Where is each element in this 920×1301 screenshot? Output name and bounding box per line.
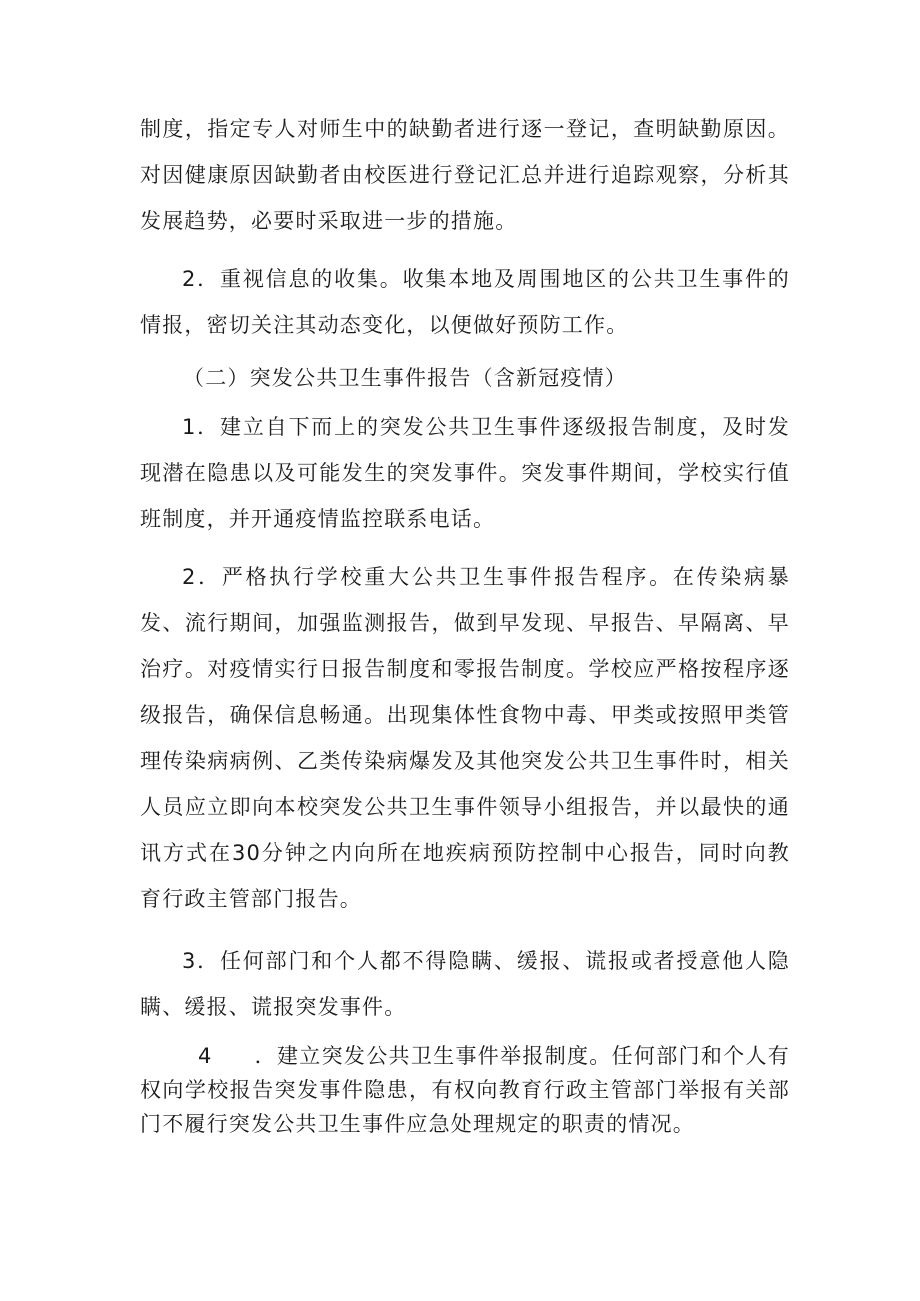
item-text: ．建立突发公共卫生事件举报制度。任何部门和个人有权向学校报告突发事件隐患，有权向教育行政主管部门举报有关部门不履行突发公共卫生事件应急处理规定的职责的情况。 bbox=[140, 1044, 790, 1136]
paragraph-attendance-registration: 制度，指定专人对师生中的缺勤者进行逐一登记，查明缺勤原因。对因健康原因缺勤者由校医进行登记汇总并进行追踪观察，分析其发展趋势，必要时采取进一步的措施。 bbox=[140, 117, 790, 233]
item-number: 4 bbox=[198, 1044, 213, 1068]
paragraph-escalation-reporting: 1．建立自下而上的突发公共卫生事件逐级报告制度，及时发现潜在隐患以及可能发生的突发事件。突发事件期间，学校实行值班制度，并开通疫情监控联系电话。 bbox=[140, 415, 790, 531]
paragraph-whistleblowing-system bbox=[140, 1039, 790, 1141]
section-heading-emergency-report: （二）突发公共卫生事件报告（含新冠疫情） bbox=[183, 366, 627, 390]
paragraph-no-concealment: 3．任何部门和个人都不得隐瞒、缓报、谎报或者授意他人隐瞒、缓报、谎报突发事件。 bbox=[140, 949, 790, 1019]
paragraph-reporting-procedure: 2．严格执行学校重大公共卫生事件报告程序。在传染病暴发、流行期间，加强监测报告，做到早发现、早报告、早隔离、早治疗。对疫情实行日报告制度和零报告制度。学校应严格按程序逐级报告，确保信息畅通。出现集体性食物中毒、甲类或按照甲类管理传染病病例、乙类传染病爆发及其他突发公共卫生事件时，相关人员应立即向本校突发公共卫生事件领导小组报告，并以最快的通讯方式在30分钟之内向所在地疾病预防控制中心报告，同时向教育行政主管部门报告。 bbox=[140, 565, 790, 911]
paragraph-information-collection: 2．重视信息的收集。收集本地及周围地区的公共卫生事件的情报，密切关注其动态变化，以便做好预防工作。 bbox=[140, 267, 790, 337]
